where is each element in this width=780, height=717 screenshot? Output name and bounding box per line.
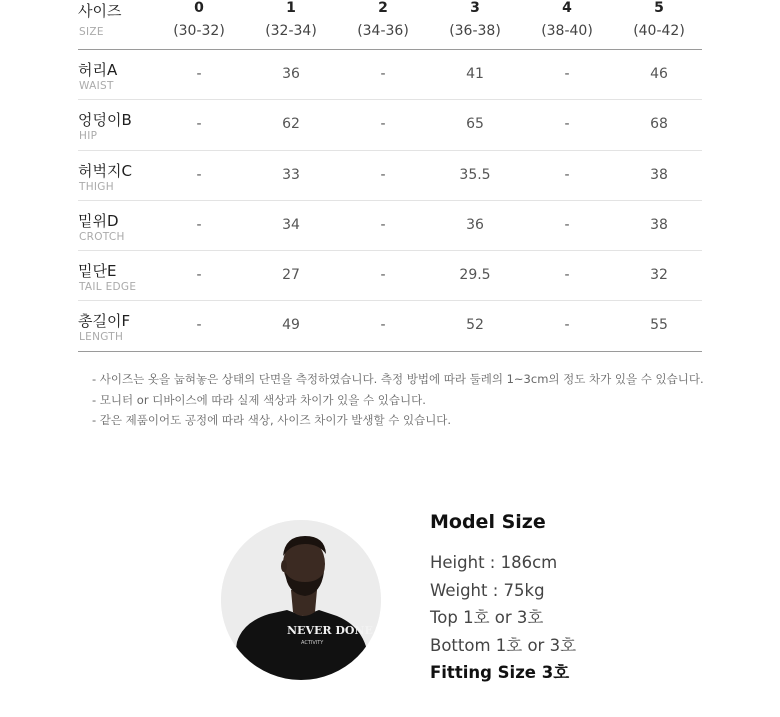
table-cell: -	[196, 66, 202, 82]
model-fitting-size: Fitting Size 3호	[430, 663, 570, 682]
row-label-ko: 밑단E	[78, 262, 117, 281]
table-cell: -	[380, 267, 386, 284]
table-cell: 38	[650, 216, 668, 233]
row-label-ko: 허리A	[78, 61, 118, 79]
size-notes	[92, 369, 704, 431]
table-cell: 68	[650, 116, 668, 133]
table-cell: 46	[650, 66, 668, 82]
table-cell: -	[564, 317, 570, 334]
table-row	[78, 100, 702, 150]
size-column-number: 5	[654, 0, 664, 16]
row-label-en: CROTCH	[79, 230, 125, 243]
size-column-number: 2	[378, 0, 388, 16]
table-row	[78, 50, 702, 100]
shirt-print: NEVER DONE	[287, 624, 373, 637]
size-column-range: (32-34)	[265, 23, 317, 39]
table-cell: 52	[466, 317, 484, 334]
row-label-en: THIGH	[79, 180, 114, 193]
table-cell: -	[380, 166, 386, 183]
size-column-range: (36-38)	[449, 23, 501, 39]
table-cell: 32	[650, 267, 668, 284]
table-row	[78, 151, 702, 201]
table-cell: -	[380, 317, 386, 334]
table-cell: 65	[466, 116, 484, 133]
row-label-en: LENGTH	[79, 331, 124, 344]
table-cell: -	[196, 216, 202, 233]
size-column-number: 4	[562, 0, 572, 16]
model-person-image	[221, 520, 381, 680]
table-cell: 41	[466, 66, 484, 82]
size-column-range: (40-42)	[633, 23, 685, 39]
table-cell: -	[564, 116, 570, 133]
model-bottom-size: Bottom 1호 or 3호	[430, 635, 577, 655]
size-column-number: 3	[470, 0, 480, 16]
table-cell: 35.5	[459, 166, 491, 183]
table-cell: -	[564, 267, 570, 284]
table-cell: 49	[282, 317, 300, 334]
table-row	[78, 251, 702, 301]
size-column-number: 1	[286, 0, 296, 16]
table-cell: -	[564, 216, 570, 233]
note-line: - 같은 제품이어도 공정에 따라 색상, 사이즈 차이가 발생할 수 있습니다.	[92, 413, 452, 427]
model-top-size: Top 1호 or 3호	[430, 608, 544, 627]
table-cell: 27	[282, 267, 300, 284]
model-size-title: Model Size	[430, 511, 546, 533]
table-cell: -	[564, 66, 570, 82]
table-cell: 38	[650, 166, 668, 183]
table-cell: 36	[466, 216, 484, 233]
note-line: - 사이즈는 옷을 눕혀놓은 상태의 단면을 측정하였습니다. 측정 방법에 따라 둘레의 1~3cm의 정도 차가 있을 수 있습니다.	[92, 372, 704, 386]
note-line: - 모니터 or 디바이스에 따라 실제 색상과 차이가 있을 수 있습니다.	[92, 392, 426, 407]
table-cell: -	[380, 216, 386, 233]
table-cell: -	[196, 267, 202, 284]
row-label-en: TAIL EDGE	[79, 281, 137, 294]
size-column-range: (38-40)	[541, 23, 593, 39]
shirt-subprint: ACTIVITY	[301, 640, 324, 646]
table-cell: -	[196, 116, 202, 133]
table-cell: 29.5	[459, 267, 491, 284]
row-label-ko: 밑위D	[78, 211, 119, 230]
size-table	[78, 0, 702, 352]
row-label-en: HIP	[79, 130, 98, 143]
table-row	[78, 301, 702, 351]
row-label-en: WAIST	[79, 80, 114, 92]
table-cell: 34	[282, 216, 300, 233]
model-weight: Weight : 75kg	[430, 580, 545, 600]
row-label-ko: 허벅지C	[78, 161, 132, 180]
size-column-number: 0	[194, 0, 204, 16]
table-row	[78, 201, 702, 251]
table-header-row	[78, 0, 702, 50]
table-cell: 33	[282, 166, 300, 183]
table-cell: 55	[650, 317, 668, 334]
table-cell: -	[196, 166, 202, 183]
table-cell: -	[564, 166, 570, 183]
table-cell: 36	[282, 66, 300, 82]
table-cell: -	[196, 317, 202, 334]
table-cell: -	[380, 116, 386, 133]
header-label-ko: 사이즈	[78, 2, 122, 20]
table-cell: 62	[282, 116, 300, 133]
model-photo	[221, 520, 381, 680]
size-column-range: (30-32)	[173, 23, 225, 39]
size-column-range: (34-36)	[357, 23, 409, 39]
table-cell: -	[380, 66, 386, 82]
header-label-en: SIZE	[79, 26, 104, 38]
model-height: Height : 186cm	[430, 553, 558, 572]
row-label-ko: 엉덩이B	[78, 111, 132, 130]
row-label-ko: 총길이F	[78, 312, 131, 331]
model-info	[430, 508, 576, 687]
